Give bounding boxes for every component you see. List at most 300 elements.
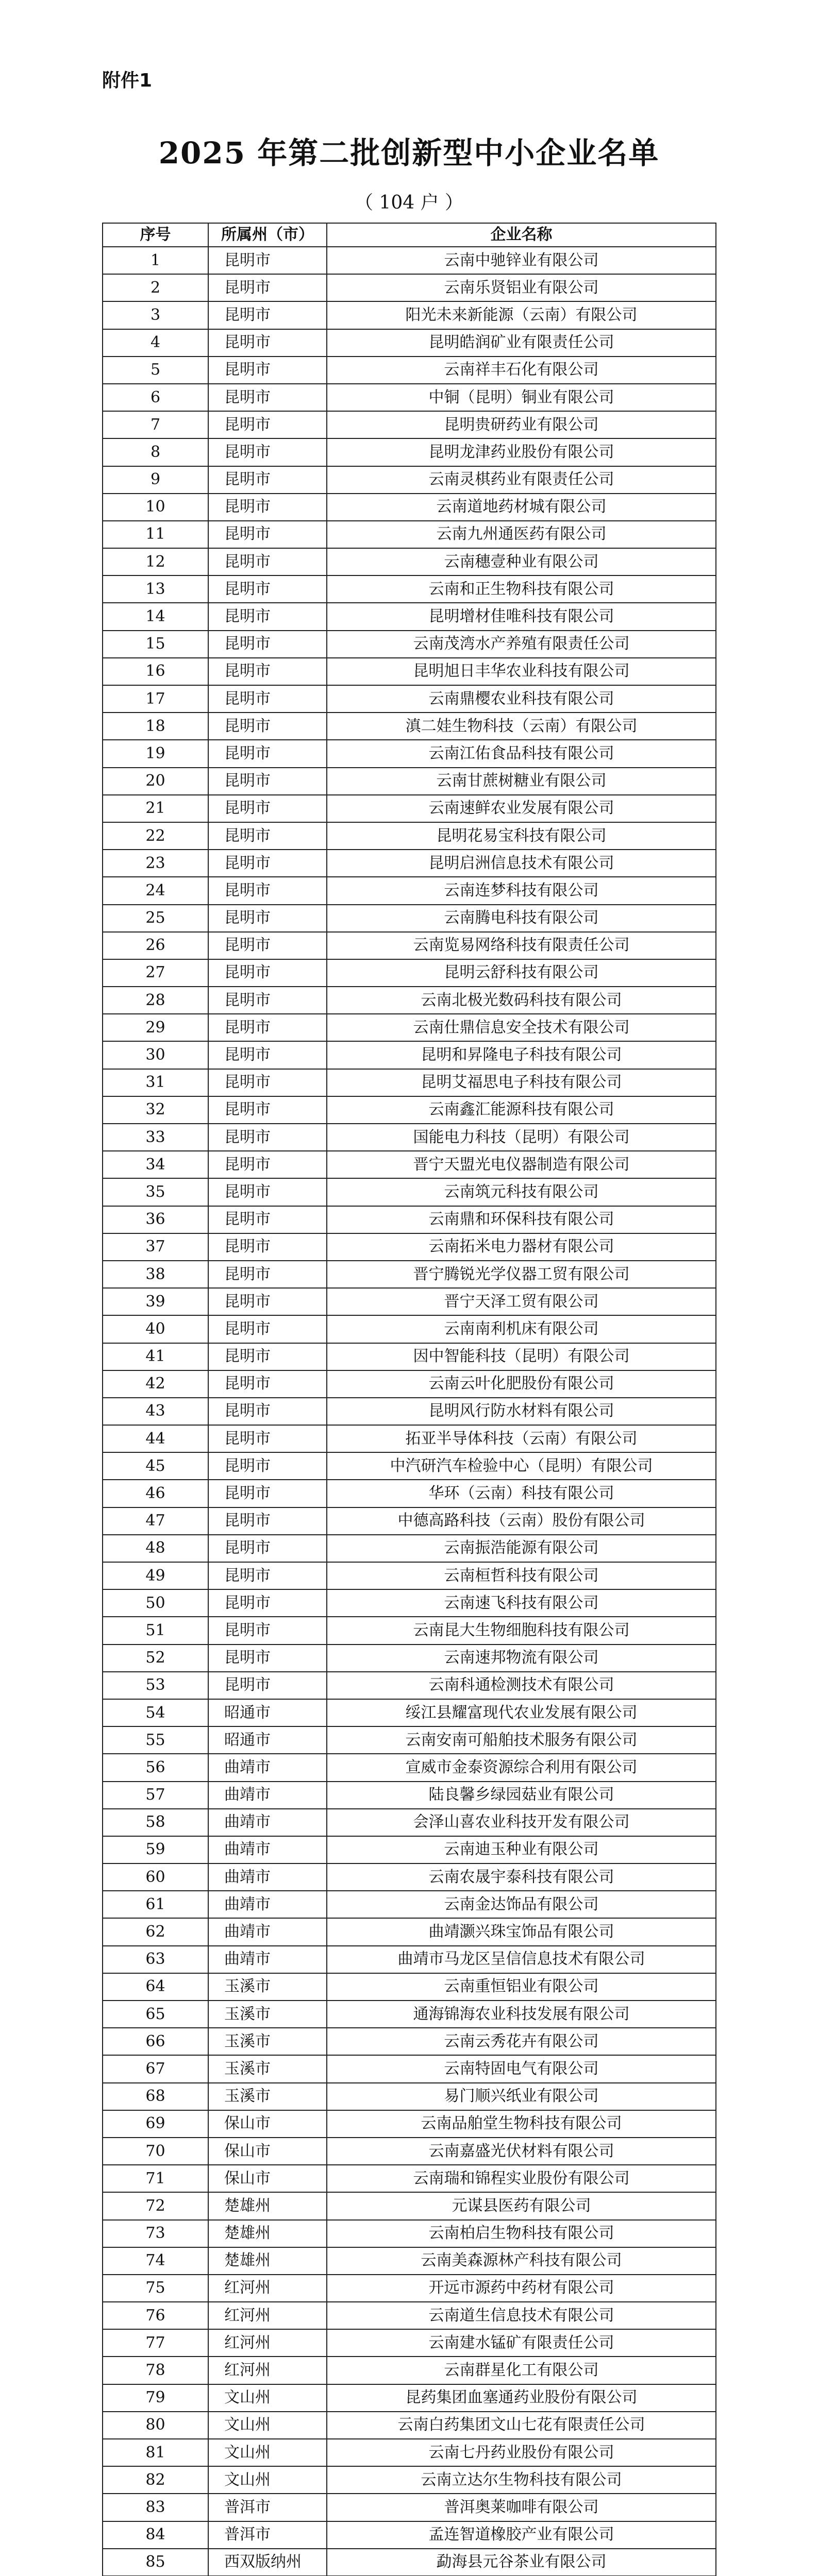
header-company-name: 企业名称 — [327, 223, 716, 247]
cell-company-name: 元谋县医药有限公司 — [327, 2192, 716, 2219]
table-body — [103, 247, 716, 2576]
table-row — [103, 1096, 716, 1124]
table-row — [103, 2083, 716, 2110]
cell-company-name: 云南南利机床有限公司 — [327, 1315, 716, 1343]
cell-serial-number: 77 — [103, 2329, 208, 2357]
cell-serial-number: 74 — [103, 2247, 208, 2275]
cell-city: 红河州 — [208, 2302, 327, 2329]
cell-company-name: 普洱奥莱咖啡有限公司 — [327, 2494, 716, 2521]
table-row — [103, 1507, 716, 1535]
cell-serial-number: 39 — [103, 1288, 208, 1315]
cell-city: 昆明市 — [208, 685, 327, 713]
cell-city: 文山州 — [208, 2384, 327, 2412]
cell-serial-number: 83 — [103, 2494, 208, 2521]
cell-company-name: 云南北极光数码科技有限公司 — [327, 987, 716, 1014]
cell-company-name: 晋宁天泽工贸有限公司 — [327, 1288, 716, 1315]
table-row — [103, 1370, 716, 1398]
cell-city: 昆明市 — [208, 575, 327, 603]
cell-city: 曲靖市 — [208, 1754, 327, 1781]
table-row — [103, 1809, 716, 1836]
cell-city: 楚雄州 — [208, 2192, 327, 2219]
table-row — [103, 1562, 716, 1589]
cell-serial-number: 47 — [103, 1507, 208, 1535]
cell-serial-number: 52 — [103, 1645, 208, 1672]
cell-city: 昆明市 — [208, 1041, 327, 1069]
cell-serial-number: 33 — [103, 1124, 208, 1151]
cell-company-name: 因中智能科技（昆明）有限公司 — [327, 1343, 716, 1370]
cell-city: 昆明市 — [208, 1370, 327, 1398]
cell-company-name: 昆明启洲信息技术有限公司 — [327, 850, 716, 877]
cell-company-name: 云南鼎和环保科技有限公司 — [327, 1206, 716, 1233]
cell-company-name: 开远市源药中药材有限公司 — [327, 2275, 716, 2302]
cell-serial-number: 43 — [103, 1398, 208, 1425]
cell-serial-number: 59 — [103, 1836, 208, 1863]
cell-serial-number: 79 — [103, 2384, 208, 2412]
cell-city: 昆明市 — [208, 987, 327, 1014]
cell-company-name: 云南迪玉种业有限公司 — [327, 1836, 716, 1863]
cell-serial-number: 14 — [103, 603, 208, 630]
cell-city: 文山州 — [208, 2439, 327, 2466]
cell-serial-number: 57 — [103, 1782, 208, 1809]
cell-city: 昆明市 — [208, 1535, 327, 1562]
cell-serial-number: 25 — [103, 905, 208, 932]
cell-company-name: 昆药集团血塞通药业股份有限公司 — [327, 2384, 716, 2412]
table-row — [103, 2165, 716, 2192]
cell-serial-number: 46 — [103, 1480, 208, 1507]
table-row — [103, 466, 716, 494]
table-row — [103, 1918, 716, 1945]
cell-company-name: 昆明皓润矿业有限责任公司 — [327, 329, 716, 357]
table-row — [103, 1452, 716, 1480]
cell-city: 昆明市 — [208, 521, 327, 548]
cell-company-name: 云南嘉盛光伏材料有限公司 — [327, 2138, 716, 2165]
cell-city: 昆明市 — [208, 1398, 327, 1425]
cell-city: 昆明市 — [208, 795, 327, 822]
cell-company-name: 中汽研汽车检验中心（昆明）有限公司 — [327, 1452, 716, 1480]
cell-city: 保山市 — [208, 2110, 327, 2138]
cell-serial-number: 11 — [103, 521, 208, 548]
cell-serial-number: 61 — [103, 1891, 208, 1918]
cell-company-name: 云南鑫汇能源科技有限公司 — [327, 1096, 716, 1124]
table-row — [103, 2329, 716, 2357]
cell-city: 昭通市 — [208, 1699, 327, 1726]
cell-company-name: 云南灵棋药业有限责任公司 — [327, 466, 716, 494]
cell-serial-number: 66 — [103, 2028, 208, 2055]
cell-serial-number: 58 — [103, 1809, 208, 1836]
cell-company-name: 云南江佑食品科技有限公司 — [327, 740, 716, 767]
table-row — [103, 768, 716, 795]
enterprise-table — [102, 223, 716, 2576]
cell-serial-number: 9 — [103, 466, 208, 494]
cell-city: 楚雄州 — [208, 2247, 327, 2275]
table-row — [103, 877, 716, 904]
cell-city: 昆明市 — [208, 1069, 327, 1096]
table-row — [103, 494, 716, 521]
cell-city: 昆明市 — [208, 768, 327, 795]
cell-serial-number: 56 — [103, 1754, 208, 1781]
cell-company-name: 滇二娃生物科技（云南）有限公司 — [327, 713, 716, 740]
cell-serial-number: 22 — [103, 822, 208, 850]
cell-company-name: 会泽山喜农业科技开发有限公司 — [327, 1809, 716, 1836]
cell-company-name: 云南立达尔生物科技有限公司 — [327, 2466, 716, 2494]
cell-city: 曲靖市 — [208, 1782, 327, 1809]
cell-city: 曲靖市 — [208, 1836, 327, 1863]
cell-serial-number: 19 — [103, 740, 208, 767]
cell-serial-number: 75 — [103, 2275, 208, 2302]
cell-serial-number: 29 — [103, 1014, 208, 1041]
table-row — [103, 1480, 716, 1507]
table-row — [103, 2192, 716, 2219]
cell-serial-number: 16 — [103, 658, 208, 685]
table-row — [103, 548, 716, 575]
table-row — [103, 1726, 716, 1754]
table-row — [103, 247, 716, 274]
cell-city: 昆明市 — [208, 1151, 327, 1178]
table-row — [103, 713, 716, 740]
cell-company-name: 陆良馨乡绿园菇业有限公司 — [327, 1782, 716, 1809]
cell-city: 昆明市 — [208, 1233, 327, 1261]
table-row — [103, 1041, 716, 1069]
table-row — [103, 1836, 716, 1863]
cell-serial-number: 1 — [103, 247, 208, 274]
cell-city: 普洱市 — [208, 2494, 327, 2521]
cell-city: 昆明市 — [208, 905, 327, 932]
cell-company-name: 云南美森源林产科技有限公司 — [327, 2247, 716, 2275]
table-row — [103, 2302, 716, 2329]
cell-city: 昆明市 — [208, 1178, 327, 1206]
table-row — [103, 1672, 716, 1699]
cell-company-name: 通海锦海农业科技发展有限公司 — [327, 2001, 716, 2028]
table-row — [103, 987, 716, 1014]
cell-company-name: 云南瑞和锦程实业股份有限公司 — [327, 2165, 716, 2192]
cell-city: 昆明市 — [208, 494, 327, 521]
cell-serial-number: 17 — [103, 685, 208, 713]
cell-city: 昆明市 — [208, 329, 327, 357]
cell-company-name: 云南柏启生物科技有限公司 — [327, 2220, 716, 2247]
attachment-label: 附件1 — [102, 70, 153, 91]
cell-company-name: 云南九州通医药有限公司 — [327, 521, 716, 548]
cell-serial-number: 36 — [103, 1206, 208, 1233]
table-row — [103, 1699, 716, 1726]
cell-serial-number: 70 — [103, 2138, 208, 2165]
table-row — [103, 1315, 716, 1343]
table-row — [103, 850, 716, 877]
cell-city: 昆明市 — [208, 1206, 327, 1233]
cell-company-name: 云南乐贤铝业有限公司 — [327, 274, 716, 301]
table-row — [103, 2412, 716, 2439]
cell-company-name: 云南安南可船舶技术服务有限公司 — [327, 1726, 716, 1754]
cell-company-name: 昆明增材佳唯科技有限公司 — [327, 603, 716, 630]
cell-company-name: 中铜（昆明）铜业有限公司 — [327, 384, 716, 411]
table-row — [103, 274, 716, 301]
table-row — [103, 2110, 716, 2138]
table-row — [103, 795, 716, 822]
cell-city: 昆明市 — [208, 1096, 327, 1124]
cell-city: 昆明市 — [208, 548, 327, 575]
cell-serial-number: 69 — [103, 2110, 208, 2138]
cell-company-name: 云南科通检测技术有限公司 — [327, 1672, 716, 1699]
cell-company-name: 云南农晟宇泰科技有限公司 — [327, 1863, 716, 1891]
cell-company-name: 云南特固电气有限公司 — [327, 2055, 716, 2082]
cell-city: 昆明市 — [208, 1315, 327, 1343]
table-row — [103, 932, 716, 959]
cell-company-name: 云南鼎樱农业科技有限公司 — [327, 685, 716, 713]
cell-serial-number: 12 — [103, 548, 208, 575]
table-row — [103, 2439, 716, 2466]
table-row — [103, 1261, 716, 1288]
cell-serial-number: 4 — [103, 329, 208, 357]
cell-city: 玉溪市 — [208, 2083, 327, 2110]
table-row — [103, 603, 716, 630]
cell-city: 昆明市 — [208, 1562, 327, 1589]
cell-serial-number: 67 — [103, 2055, 208, 2082]
cell-serial-number: 49 — [103, 1562, 208, 1589]
cell-city: 曲靖市 — [208, 1946, 327, 1973]
cell-company-name: 国能电力科技（昆明）有限公司 — [327, 1124, 716, 1151]
cell-serial-number: 76 — [103, 2302, 208, 2329]
table-row — [103, 2028, 716, 2055]
cell-serial-number: 48 — [103, 1535, 208, 1562]
cell-serial-number: 5 — [103, 357, 208, 384]
cell-city: 玉溪市 — [208, 2028, 327, 2055]
cell-company-name: 云南昆大生物细胞科技有限公司 — [327, 1617, 716, 1644]
cell-company-name: 易门顺兴纸业有限公司 — [327, 2083, 716, 2110]
cell-city: 玉溪市 — [208, 2001, 327, 2028]
cell-serial-number: 64 — [103, 1973, 208, 2001]
cell-serial-number: 28 — [103, 987, 208, 1014]
table-row — [103, 959, 716, 987]
cell-serial-number: 72 — [103, 2192, 208, 2219]
cell-company-name: 昆明云舒科技有限公司 — [327, 959, 716, 987]
cell-city: 保山市 — [208, 2165, 327, 2192]
cell-city: 昆明市 — [208, 932, 327, 959]
table-row — [103, 1014, 716, 1041]
cell-city: 红河州 — [208, 2275, 327, 2302]
table-row — [103, 1206, 716, 1233]
table-row — [103, 357, 716, 384]
cell-company-name: 云南道地药材城有限公司 — [327, 494, 716, 521]
cell-city: 昆明市 — [208, 1589, 327, 1617]
cell-serial-number: 34 — [103, 1151, 208, 1178]
table-row — [103, 2138, 716, 2165]
cell-serial-number: 82 — [103, 2466, 208, 2494]
cell-city: 昆明市 — [208, 1014, 327, 1041]
cell-company-name: 云南和正生物科技有限公司 — [327, 575, 716, 603]
cell-city: 西双版纳州 — [208, 2549, 327, 2576]
cell-city: 昆明市 — [208, 357, 327, 384]
cell-city: 玉溪市 — [208, 1973, 327, 2001]
cell-company-name: 晋宁腾锐光学仪器工贸有限公司 — [327, 1261, 716, 1288]
table-row — [103, 2275, 716, 2302]
table-row — [103, 2521, 716, 2549]
cell-company-name: 昆明风行防水材料有限公司 — [327, 1398, 716, 1425]
cell-serial-number: 27 — [103, 959, 208, 987]
cell-serial-number: 42 — [103, 1370, 208, 1398]
cell-company-name: 云南甘蔗树糖业有限公司 — [327, 768, 716, 795]
cell-city: 昆明市 — [208, 959, 327, 987]
table-row — [103, 1178, 716, 1206]
cell-city: 昆明市 — [208, 466, 327, 494]
cell-city: 普洱市 — [208, 2521, 327, 2549]
cell-company-name: 云南速鲜农业发展有限公司 — [327, 795, 716, 822]
cell-company-name: 云南七丹药业股份有限公司 — [327, 2439, 716, 2466]
cell-serial-number: 32 — [103, 1096, 208, 1124]
table-row — [103, 1124, 716, 1151]
cell-serial-number: 54 — [103, 1699, 208, 1726]
table-row — [103, 1069, 716, 1096]
cell-serial-number: 18 — [103, 713, 208, 740]
cell-serial-number: 2 — [103, 274, 208, 301]
cell-serial-number: 85 — [103, 2549, 208, 2576]
table-row — [103, 2055, 716, 2082]
cell-city: 昆明市 — [208, 384, 327, 411]
cell-serial-number: 60 — [103, 1863, 208, 1891]
cell-company-name: 晋宁天盟光电仪器制造有限公司 — [327, 1151, 716, 1178]
cell-city: 昆明市 — [208, 438, 327, 466]
cell-city: 昆明市 — [208, 631, 327, 658]
cell-company-name: 阳光未来新能源（云南）有限公司 — [327, 301, 716, 329]
cell-company-name: 云南重恒铝业有限公司 — [327, 1973, 716, 2001]
table-row — [103, 1233, 716, 1261]
cell-serial-number: 23 — [103, 850, 208, 877]
cell-city: 昆明市 — [208, 603, 327, 630]
cell-serial-number: 53 — [103, 1672, 208, 1699]
table-row — [103, 521, 716, 548]
table-row — [103, 301, 716, 329]
table-row — [103, 411, 716, 438]
table-row — [103, 1425, 716, 1452]
cell-city: 红河州 — [208, 2357, 327, 2384]
cell-serial-number: 80 — [103, 2412, 208, 2439]
cell-serial-number: 44 — [103, 1425, 208, 1452]
table-row — [103, 2384, 716, 2412]
document-title: 2025 年第二批创新型中小企业名单 — [158, 135, 660, 171]
table-row — [103, 438, 716, 466]
cell-company-name: 孟连智道橡胶产业有限公司 — [327, 2521, 716, 2549]
cell-company-name: 华环（云南）科技有限公司 — [327, 1480, 716, 1507]
cell-serial-number: 24 — [103, 877, 208, 904]
cell-company-name: 云南桓哲科技有限公司 — [327, 1562, 716, 1589]
cell-company-name: 云南道生信息技术有限公司 — [327, 2302, 716, 2329]
cell-city: 昆明市 — [208, 1452, 327, 1480]
cell-city: 昆明市 — [208, 1480, 327, 1507]
cell-company-name: 昆明龙津药业股份有限公司 — [327, 438, 716, 466]
table-row — [103, 685, 716, 713]
table-row — [103, 1398, 716, 1425]
table-row — [103, 575, 716, 603]
cell-city: 昆明市 — [208, 822, 327, 850]
cell-city: 昆明市 — [208, 658, 327, 685]
cell-company-name: 云南览易网络科技有限责任公司 — [327, 932, 716, 959]
cell-serial-number: 38 — [103, 1261, 208, 1288]
cell-company-name: 云南白药集团文山七花有限责任公司 — [327, 2412, 716, 2439]
cell-serial-number: 55 — [103, 1726, 208, 1754]
cell-company-name: 云南腾电科技有限公司 — [327, 905, 716, 932]
cell-city: 昆明市 — [208, 850, 327, 877]
cell-city: 昆明市 — [208, 740, 327, 767]
cell-serial-number: 68 — [103, 2083, 208, 2110]
cell-serial-number: 30 — [103, 1041, 208, 1069]
cell-company-name: 拓亚半导体科技（云南）有限公司 — [327, 1425, 716, 1452]
table-row — [103, 1891, 716, 1918]
cell-city: 曲靖市 — [208, 1863, 327, 1891]
cell-company-name: 云南中驰锌业有限公司 — [327, 247, 716, 274]
cell-company-name: 云南云秀花卉有限公司 — [327, 2028, 716, 2055]
cell-company-name: 云南品舶堂生物科技有限公司 — [327, 2110, 716, 2138]
table-row — [103, 2357, 716, 2384]
cell-serial-number: 71 — [103, 2165, 208, 2192]
cell-city: 文山州 — [208, 2412, 327, 2439]
cell-company-name: 云南筑元科技有限公司 — [327, 1178, 716, 1206]
header-row — [103, 223, 716, 247]
table-row — [103, 384, 716, 411]
cell-serial-number: 73 — [103, 2220, 208, 2247]
table-row — [103, 1863, 716, 1891]
cell-city: 昆明市 — [208, 1617, 327, 1644]
cell-serial-number: 10 — [103, 494, 208, 521]
cell-serial-number: 6 — [103, 384, 208, 411]
cell-company-name: 云南建水锰矿有限责任公司 — [327, 2329, 716, 2357]
cell-serial-number: 35 — [103, 1178, 208, 1206]
table-row — [103, 2220, 716, 2247]
cell-serial-number: 13 — [103, 575, 208, 603]
cell-company-name: 云南祥丰石化有限公司 — [327, 357, 716, 384]
cell-serial-number: 45 — [103, 1452, 208, 1480]
cell-city: 昆明市 — [208, 411, 327, 438]
cell-company-name: 中德高路科技（云南）股份有限公司 — [327, 1507, 716, 1535]
header-city: 所属州（市） — [208, 223, 327, 247]
cell-company-name: 云南速飞科技有限公司 — [327, 1589, 716, 1617]
table-row — [103, 2001, 716, 2028]
cell-city: 曲靖市 — [208, 1891, 327, 1918]
table-row — [103, 631, 716, 658]
cell-company-name: 勐海县元谷茶业有限公司 — [327, 2549, 716, 2576]
cell-company-name: 昆明贵研药业有限公司 — [327, 411, 716, 438]
table-row — [103, 1754, 716, 1781]
document-subtitle: （ 104 户 ） — [354, 192, 464, 213]
cell-company-name: 云南拓米电力器材有限公司 — [327, 1233, 716, 1261]
table-row — [103, 2466, 716, 2494]
cell-serial-number: 84 — [103, 2521, 208, 2549]
cell-company-name: 昆明花易宝科技有限公司 — [327, 822, 716, 850]
cell-company-name: 昆明艾福思电子科技有限公司 — [327, 1069, 716, 1096]
cell-serial-number: 15 — [103, 631, 208, 658]
cell-serial-number: 26 — [103, 932, 208, 959]
cell-serial-number: 41 — [103, 1343, 208, 1370]
cell-city: 昆明市 — [208, 1507, 327, 1535]
cell-serial-number: 81 — [103, 2439, 208, 2466]
cell-company-name: 云南连梦科技有限公司 — [327, 877, 716, 904]
cell-serial-number: 62 — [103, 1918, 208, 1945]
cell-serial-number: 40 — [103, 1315, 208, 1343]
table-header — [103, 223, 716, 247]
table-row — [103, 1589, 716, 1617]
table-row — [103, 2549, 716, 2576]
cell-city: 昆明市 — [208, 274, 327, 301]
cell-company-name: 云南金达饰品有限公司 — [327, 1891, 716, 1918]
table-row — [103, 1151, 716, 1178]
cell-company-name: 云南仕鼎信息安全技术有限公司 — [327, 1014, 716, 1041]
cell-company-name: 绥江县耀富现代农业发展有限公司 — [327, 1699, 716, 1726]
table-row — [103, 329, 716, 357]
cell-city: 保山市 — [208, 2138, 327, 2165]
cell-serial-number: 21 — [103, 795, 208, 822]
table-row — [103, 1343, 716, 1370]
cell-city: 昆明市 — [208, 1288, 327, 1315]
cell-city: 昆明市 — [208, 1343, 327, 1370]
cell-company-name: 云南茂湾水产养殖有限责任公司 — [327, 631, 716, 658]
cell-company-name: 昆明旭日丰华农业科技有限公司 — [327, 658, 716, 685]
